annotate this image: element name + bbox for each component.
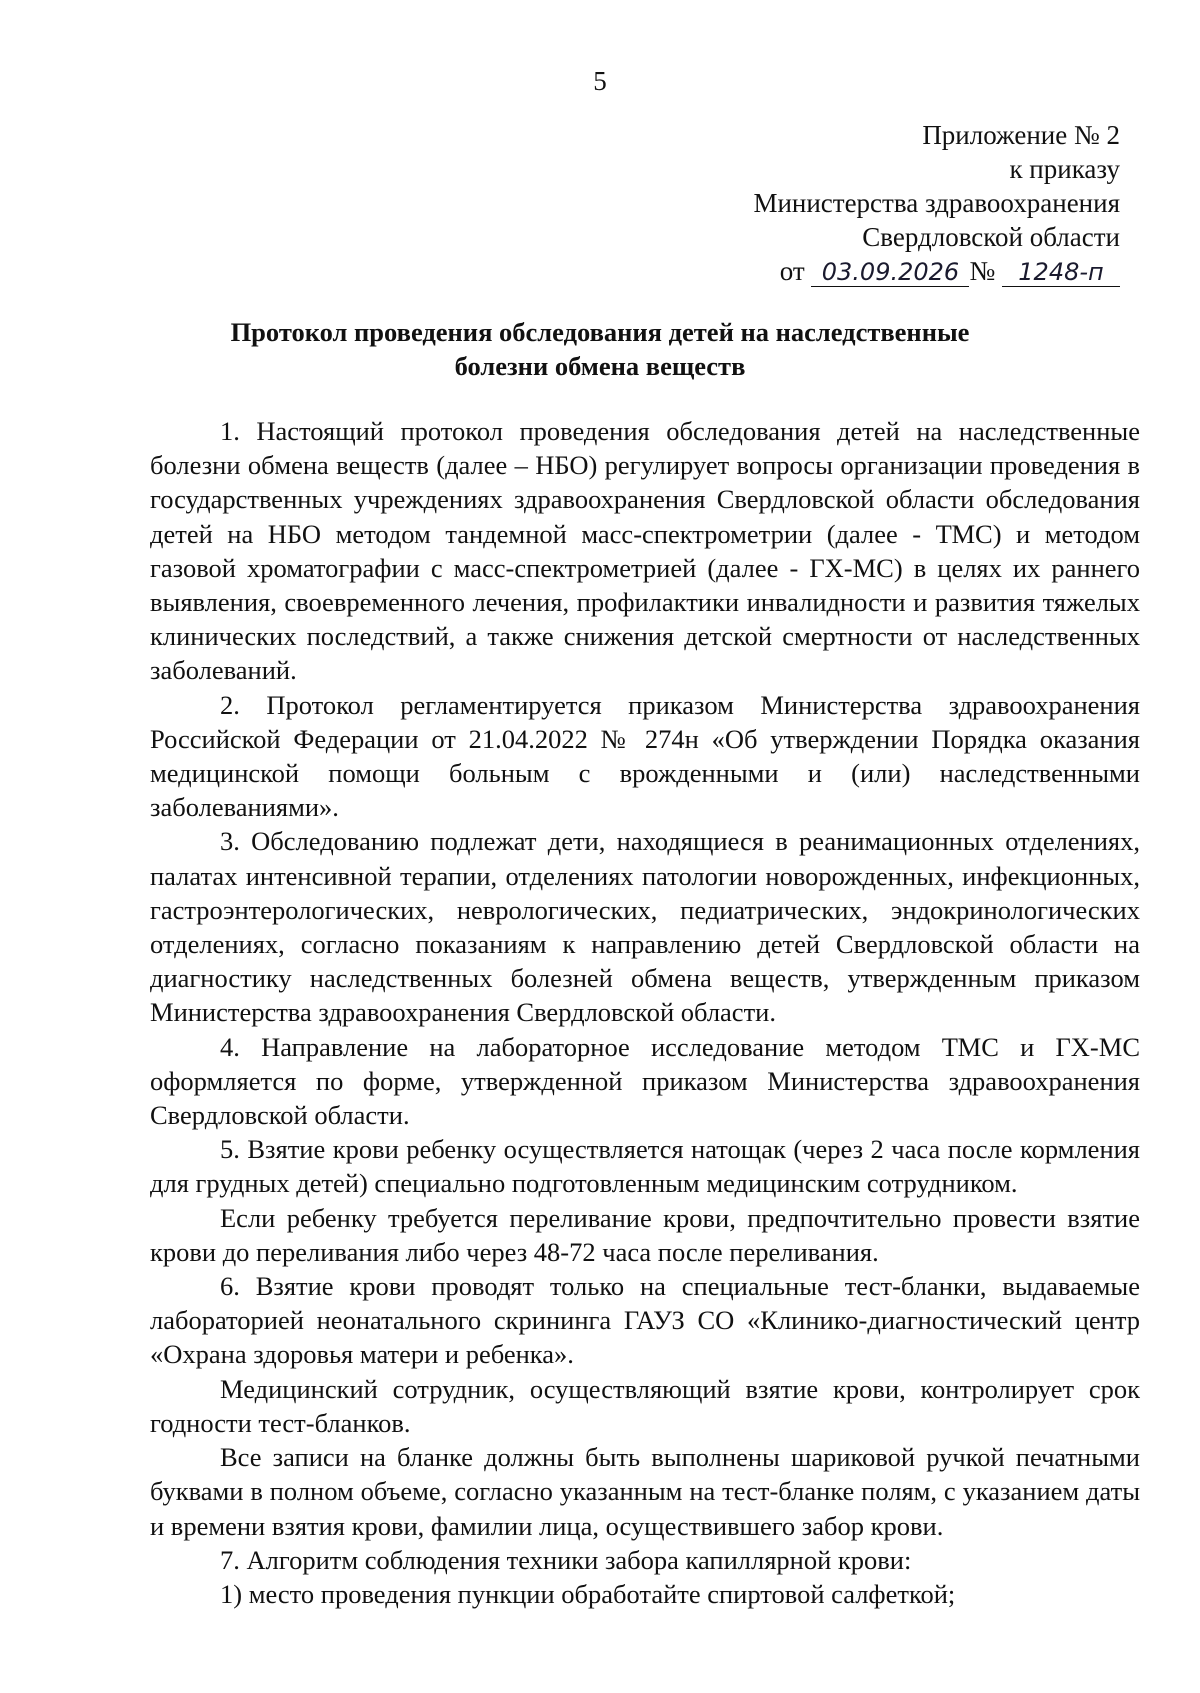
paragraph: Все записи на бланке должны быть выполнены шариковой ручкой печатными буквами в полном объеме, согласно указанным на тест-бланке полям, с указанием даты и времени взятия крови, фамилии лица, осуществившего забор крови. [150, 1442, 1140, 1541]
paragraph: 7. Алгоритм соблюдения техники забора капиллярной крови: [220, 1544, 912, 1575]
approval-block [753, 118, 1120, 288]
region-name: Свердловской области [862, 222, 1120, 252]
paragraph: Если ребенку требуется переливание крови, предпочтительно провести взятие крови до переливания либо через 48-72 часа после переливания. [150, 1202, 1140, 1267]
paragraph: 1. Настоящий протокол проведения обследования детей на наследственные болезни обмена веществ (далее – НБО) регулирует вопросы организации проведения в государственных учреждениях здравоохранения Свердловской области обследования детей на НБО методом тандемной масс-спектрометрии (далее - ТМС) и методом газовой хроматографии с масс-спектрометрией (далее - ГХ-МС) в целях их раннего выявления, своевременного лечения, профилактики инвалидности и развития тяжелых клинических последствий, а также снижения детской смертности от наследственных заболеваний. [150, 416, 1140, 686]
handwritten-date: 03.09.2026 [811, 258, 969, 287]
page-number: 5 [593, 66, 607, 96]
paragraph: Медицинский сотрудник, осуществляющий взятие крови, контролирует срок годности тест-бланков. [150, 1373, 1140, 1438]
paragraph: 2. Протокол регламентируется приказом Министерства здравоохранения Российской Федерации от 21.04.2022 № 274н «Об утверждении Порядка оказания медицинской помощи больным с врожденными и (или) наследственными заболеваниями». [150, 689, 1140, 823]
title-line-1: Протокол проведения обследования детей на наследственные [230, 317, 970, 347]
handwritten-order-number: 1248-п [1002, 258, 1120, 287]
document-title [100, 315, 1100, 383]
from-label: от [779, 256, 805, 286]
title-line-2: болезни обмена веществ [454, 351, 746, 381]
document-body [150, 414, 1140, 1611]
paragraph: 3. Обследованию подлежат дети, находящиеся в реанимационных отделениях, палатах интенсивной терапии, отделениях патологии новорожденных, инфекционных, гастроэнтерологических, неврологических, педиатрических, эндокринологических отделениях, согласно показаниям к направлению детей Свердловской области на диагностику наследственных болезней обмена веществ, утвержденным приказом Министерства здравоохранения Свердловской области. [150, 826, 1140, 1028]
order-reference: к приказу [1009, 154, 1120, 184]
paragraph: 6. Взятие крови проводят только на специальные тест-бланки, выдаваемые лабораторией неонатального скрининга ГАУЗ СО «Клинико-диагностический центр «Охрана здоровья матери и ребенка». [150, 1271, 1140, 1370]
number-label: № [969, 256, 996, 286]
paragraph: 5. Взятие крови ребенку осуществляется натощак (через 2 часа после кормления для грудных детей) специально подготовленным медицинским сотрудником. [150, 1134, 1140, 1199]
appendix-label: Приложение № 2 [922, 120, 1120, 150]
ministry-name: Министерства здравоохранения [753, 188, 1120, 218]
order-date-number-line [753, 254, 1120, 288]
paragraph: 4. Направление на лабораторное исследование методом ТМС и ГХ-МС оформляется по форме, утвержденной приказом Министерства здравоохранения Свердловской области. [150, 1031, 1140, 1131]
paragraph: 1) место проведения пункции обработайте спиртовой салфеткой; [220, 1578, 956, 1609]
